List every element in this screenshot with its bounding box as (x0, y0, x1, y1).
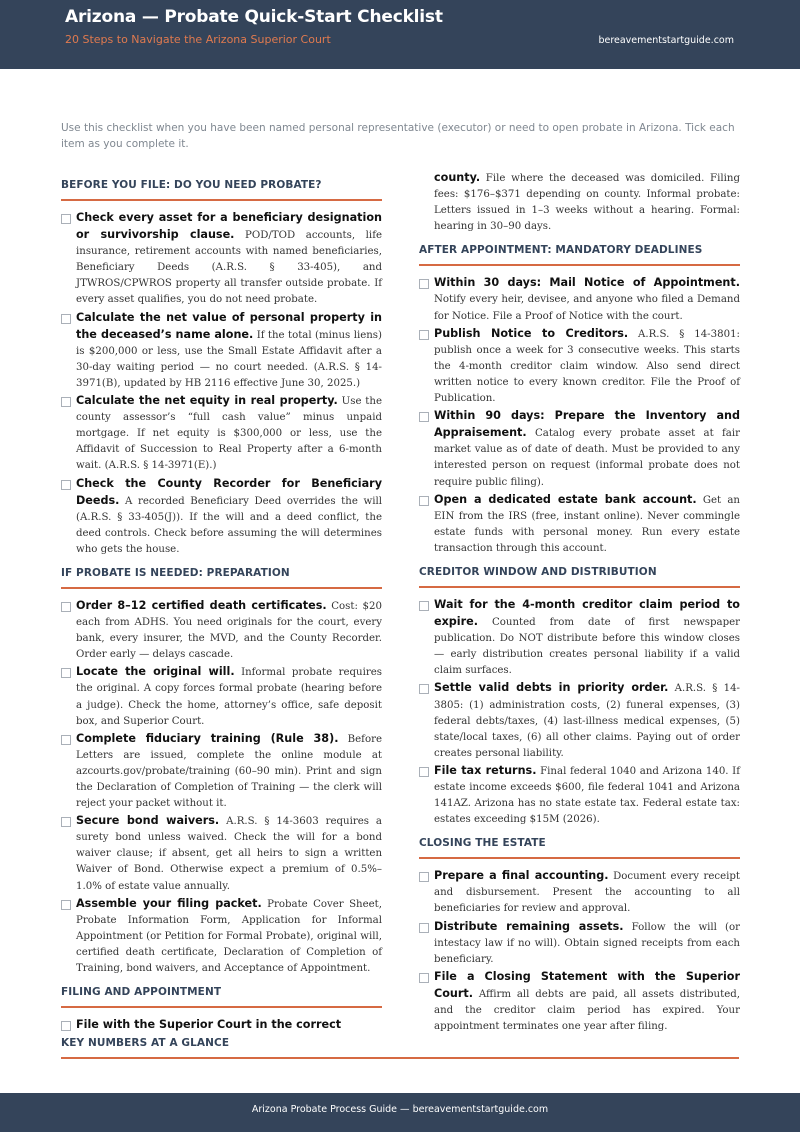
checkbox[interactable] (61, 735, 71, 745)
item-lead: Wait for the 4-month creditor claim period to expire. (434, 597, 740, 629)
item-lead: Check the County Recorder for Beneficiary Deeds. (76, 476, 382, 507)
item-body: Final federal 1040 and Arizona 140. If estate income exceeds $600, file federal 1041 and Arizona 141AZ. Arizona has no state estate tax. Federal estate tax: estates exceeding $15M (2026). (434, 765, 740, 826)
checklist-item (61, 813, 382, 894)
item-body: Use the county assessor’s “full cash value” minus unpaid mortgage. If net equity is $300,000 or less, use the Affidavit of Succession to Real Property after a 6-month wait. (A.R.S. § 14-3971(E).) (76, 396, 382, 472)
item-body: Catalog every probate asset at fair market value as of date of death. Must be provided to any interested person on request (informal probate does not require public filing). (434, 428, 740, 488)
item-lead: Check every asset for a beneficiary designation or survivorship clause. (76, 211, 382, 242)
item-lead: Secure bond waivers. (76, 814, 220, 828)
footer-text: Arizona Probate Process Guide — bereavementstartguide.com (251, 1104, 549, 1115)
checkbox[interactable] (419, 872, 429, 882)
item-lead: Assemble your filing packet. (76, 896, 262, 910)
checkbox[interactable] (419, 767, 429, 777)
right-column (419, 170, 740, 1036)
item-lead: File a Closing Statement with the Superior Court. (434, 969, 740, 1000)
checkbox[interactable] (419, 412, 429, 422)
checklist-item (419, 763, 740, 828)
checklist-item-continued (419, 170, 740, 235)
page-header (0, 0, 800, 69)
checkbox[interactable] (61, 900, 71, 910)
checkbox[interactable] (61, 602, 71, 612)
item-lead: Calculate the net equity in real property. (76, 394, 338, 408)
item-body: A recorded Beneficiary Deed overrides the will (A.R.S. § 33-405(J)). If the will and a deed conflict, the deed controls. Check before assuming the will determines who gets the house. (76, 495, 382, 555)
checklist-item (419, 597, 740, 679)
checklist-item (61, 896, 382, 977)
section-heading-filing: FILING AND APPOINTMENT (61, 986, 382, 1008)
item-lead: Open a dedicated estate bank account. (434, 492, 697, 506)
checklist-item (61, 310, 382, 392)
item-lead: File with the Superior Court in the correct (76, 1018, 342, 1032)
item-lead: Complete fiduciary training (Rule 38). (76, 731, 339, 745)
item-lead: Locate the original will. (76, 665, 235, 679)
section-heading-before: BEFORE YOU FILE: DO YOU NEED PROBATE? (61, 179, 382, 201)
checklist-item (419, 326, 740, 407)
item-lead: File tax returns. (434, 763, 537, 777)
checkbox[interactable] (419, 601, 429, 611)
checkbox[interactable] (61, 817, 71, 827)
intro-text: Use this checklist when you have been named personal representative (executor) or need to open probate in Arizona. Tick each item as you complete it. (61, 122, 735, 150)
item-body: A.R.S. § 14-3805: (1) administration costs, (2) funeral expenses, (3) federal debts/taxes, (4) last-illness medical expenses, (5) state/local taxes, (6) all other claims. Paying out of order creates personal liability. (434, 683, 740, 759)
item-body: Affirm all debts are paid, all assets distributed, and the creditor claim period has expired. Your appointment terminates one year after filing. (434, 988, 740, 1033)
item-body: Before Letters are issued, complete the online module at azcourts.gov/probate/training (60–90 min). Print and sign the Declaration of Completion of Training — the clerk will reject your packet without it. (76, 733, 382, 810)
key-numbers-section (61, 1028, 739, 1068)
checkbox[interactable] (61, 480, 71, 490)
checkbox[interactable] (419, 684, 429, 694)
item-body: File where the deceased was domiciled. Filing fees: $176–$371 depending on county. Informal probate: Letters issued in 1–3 weeks without a hearing. Formal: hearing in 30–90 days. (434, 173, 740, 233)
left-column (61, 170, 382, 1035)
checklist-item (419, 492, 740, 557)
item-body: Notify every heir, devisee, and anyone who filed a Demand for Notice. File a Proof of Notice with the court. (434, 294, 740, 322)
checkbox[interactable] (419, 496, 429, 506)
item-lead: Within 90 days: Prepare the Inventory and Appraisement. (434, 409, 740, 440)
item-lead: Publish Notice to Creditors. (434, 326, 629, 340)
checklist-item (419, 275, 740, 324)
item-lead: Settle valid debts in priority order. (434, 681, 669, 695)
checkbox[interactable] (419, 923, 429, 933)
checklist-item (419, 408, 740, 490)
checklist-item (61, 598, 382, 663)
checklist-item (61, 476, 382, 558)
checklist-item (61, 393, 382, 474)
checkbox[interactable] (419, 279, 429, 289)
item-body: POD/TOD accounts, life insurance, retirement accounts with named beneficiaries, Beneficiary Deeds (A.R.S. § 33-405), and JTWROS/CPWROS property all transfer outside probate. If every asset qualifies, you do not need probate. (76, 230, 382, 306)
checkbox[interactable] (61, 668, 71, 678)
checklist-item (419, 919, 740, 968)
item-body: If the total (minus liens) is $200,000 or less, use the Small Estate Affidavit after a 30-day waiting period — no court needed. (A.R.S. § 14-3971(B), updated by HB 2116 effective June 30, 2025.) (76, 329, 383, 389)
site-url: bereavementstartguide.com (598, 35, 734, 46)
item-lead: Within 30 days: Mail Notice of Appointment. (434, 276, 740, 290)
item-lead: Order 8–12 certified death certificates. (76, 598, 327, 612)
checkbox[interactable] (61, 397, 71, 407)
checklist-item (419, 868, 740, 917)
checkbox[interactable] (419, 973, 429, 983)
item-lead: Distribute remaining assets. (434, 919, 624, 933)
section-heading-key-numbers: KEY NUMBERS AT A GLANCE (61, 1037, 739, 1059)
checklist-item (419, 680, 740, 761)
item-body: Probate Cover Sheet, Probate Information Form, Application for Informal Appointment (or Petition for Formal Probate), original will, certified death certificate, Declaration of Completion of Training, bond waivers, and Acceptance of Appointment. (76, 898, 382, 975)
item-body: Document every receipt and disbursement. Present the accounting to all beneficiaries for review and approval. (434, 871, 740, 915)
checkbox[interactable] (61, 214, 71, 224)
checklist-item (61, 664, 382, 729)
item-lead: county. (434, 171, 481, 184)
page-subtitle: 20 Steps to Navigate the Arizona Superior Court (65, 33, 331, 46)
item-body: Follow the will (or intestacy law if no will). Obtain signed receipts from each beneficiary. (434, 921, 741, 965)
item-body: Informal probate requires the original. A copy forces formal probate (hearing before a judge). Check the home, attorney’s office, safe deposit box, and Superior Court. (76, 667, 382, 727)
section-heading-creditor: CREDITOR WINDOW AND DISTRIBUTION (419, 566, 740, 588)
page-title: Arizona — Probate Quick-Start Checklist (65, 7, 443, 27)
checklist-item (419, 969, 740, 1035)
section-heading-closing: CLOSING THE ESTATE (419, 837, 740, 859)
checkbox[interactable] (419, 330, 429, 340)
page-footer (0, 1093, 800, 1132)
checklist-item (61, 731, 382, 812)
item-body: Cost: $20 each from ADHS. You need originals for the court, every bank, every insurer, the MVD, and the County Recorder. Order early — delays cascade. (76, 600, 382, 661)
item-body: A.R.S. § 14-3603 requires a surety bond unless waived. Check the will for a bond waiver clause; if absent, get all heirs to sign a written Waiver of Bond. Otherwise expect a premium of 0.5%–1.0% of estate value annually. (76, 816, 382, 892)
checklist-item (61, 210, 382, 309)
item-body: Get an EIN from the IRS (free, instant online). Never commingle estate funds with personal money. Run every estate transaction through this account. (434, 494, 740, 554)
item-body: Counted from date of first newspaper publication. Do NOT distribute before this window closes — early distribution creates personal liability if a valid claim surfaces. (434, 617, 740, 677)
item-lead: Prepare a final accounting. (434, 869, 609, 883)
item-lead: Calculate the net value of personal property in the deceased’s name alone. (76, 310, 382, 341)
section-heading-prep: IF PROBATE IS NEEDED: PREPARATION (61, 567, 382, 589)
checkbox[interactable] (61, 314, 71, 324)
section-heading-after: AFTER APPOINTMENT: MANDATORY DEADLINES (419, 244, 740, 266)
item-body: A.R.S. § 14-3801: publish once a week for 3 consecutive weeks. This starts the 4-month creditor claim window. Also send direct written notice to every known creditor. File the Proof of Publication. (434, 328, 740, 405)
